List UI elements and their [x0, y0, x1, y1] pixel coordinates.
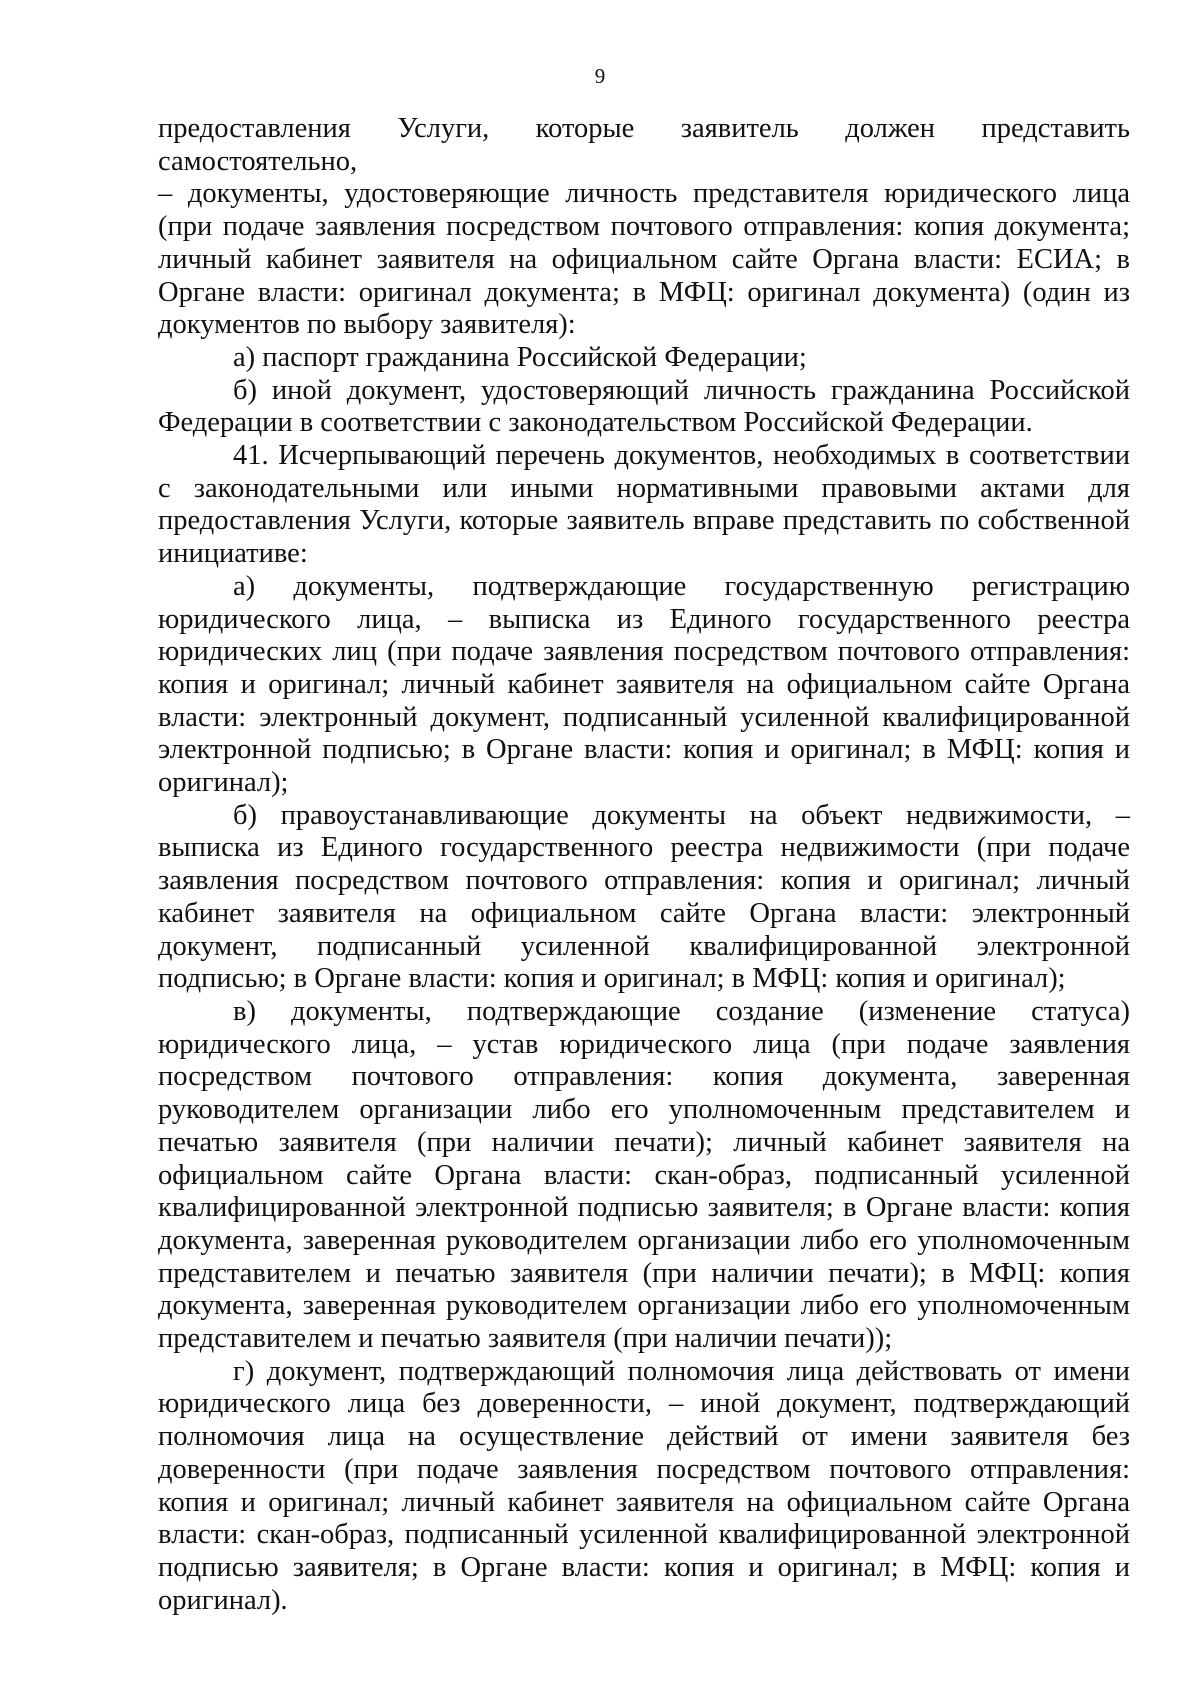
page-number: 9 — [594, 64, 606, 88]
paragraph-item-a-passport: а) паспорт гражданина Российской Федерации; — [233, 341, 807, 373]
paragraph-item-a-registration: а) документы, подтверждающие государственную регистрацию юридического лица, – выписка из Единого государственного реестра юридических лиц (при подаче заявления посредством почтового отправления: копия и оригинал; личный кабинет заявителя на официальном сайте Органа власти: электронный документ, подписанный усиленной квалифицированной электронной подписью; в Органе власти: копия и оригинал; в МФЦ: копия и оригинал); — [158, 570, 1130, 799]
paragraph-41-heading: 41. Исчерпывающий перечень документов, необходимых в соответствии с законодательными или иными нормативными правовыми актами для предоставления Услуги, которые заявитель вправе представить по собственной инициативе: — [158, 440, 1130, 570]
paragraph-item-g-authority: г) документ, подтверждающий полномочия лица действовать от имени юридического лица без доверенности, – иной документ, подтверждающий полномочия лица на осуществление действий от имени заявителя без доверенности (при подаче заявления посредством почтового отправления: копия и оригинал; личный кабинет заявителя на официальном сайте Органа власти: скан-образ, подписанный усиленной квалифицированной электронной подписью заявителя; в Органе власти: копия и оригинал; в МФЦ: копия и оригинал). — [158, 1355, 1130, 1616]
paragraph-item-v-charter: в) документы, подтверждающие создание (изменение статуса) юридического лица, – устав юридического лица (при подаче заявления посредством почтового отправления: копия документа, заверенная руководителем организации либо его уполномоченным представителем и печатью заявителя (при наличии печати); личный кабинет заявителя на официальном сайте Органа власти: скан-образ, подписанный усиленной квалифицированной электронной подписью заявителя; в Органе власти: копия документа, заверенная руководителем организации либо его уполномоченным представителем и печатью заявителя (при наличии печати); в МФЦ: копия документа, заверенная руководителем организации либо его уполномоченным представителем и печатью заявителя (при наличии печати)); — [158, 995, 1130, 1355]
paragraph-continuation: предоставления Услуги, которые заявитель должен представить самостоятельно, — [158, 113, 1130, 177]
paragraph-item-b-property: б) правоустанавливающие документы на объект недвижимости, – выписка из Единого государственного реестра недвижимости (при подаче заявления посредством почтового отправления: копия и оригинал; личный кабинет заявителя на официальном сайте Органа власти: электронный документ, подписанный усиленной квалифицированной электронной подписью; в Органе власти: копия и оригинал; в МФЦ: копия и оригинал); — [158, 799, 1130, 995]
document-body — [158, 113, 1130, 1617]
paragraph-representative-documents: – документы, удостоверяющие личность представителя юридического лица (при подаче заявления посредством почтового отправления: копия документа; личный кабинет заявителя на официальном сайте Органа власти: ЕСИА; в Органе власти: оригинал документа; в МФЦ: оригинал документа) (один из документов по выбору заявителя): — [158, 178, 1130, 341]
paragraph-item-b-other-document: б) иной документ, удостоверяющий личность гражданина Российской Федерации в соответствии с законодательством Российской Федерации. — [158, 374, 1130, 439]
